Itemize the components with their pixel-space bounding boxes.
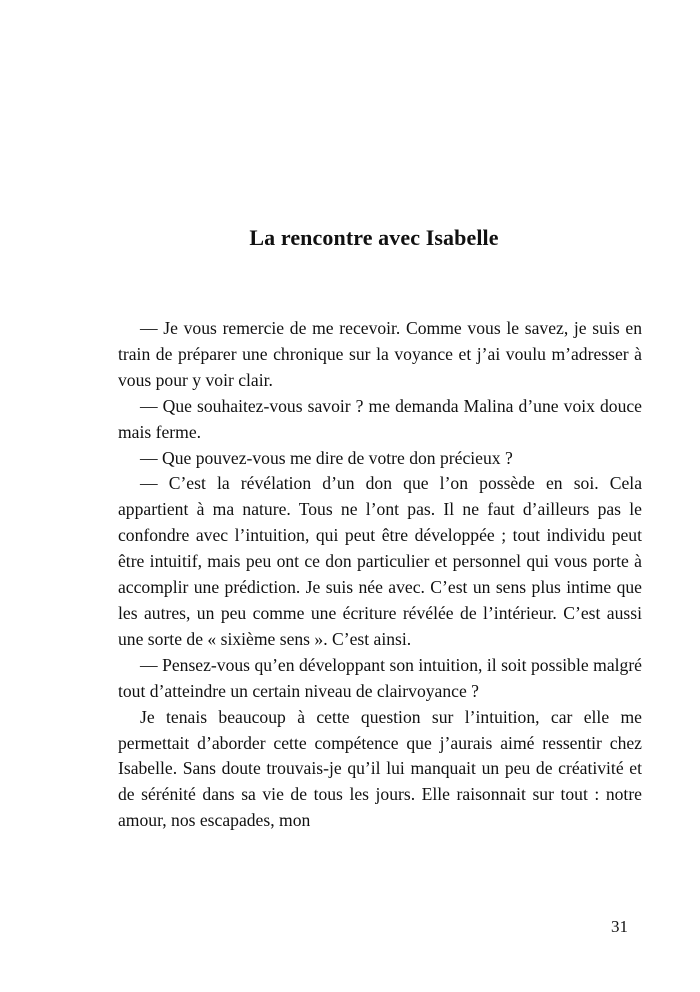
paragraph-4: — C’est la révélation d’un don que l’on possède en soi. Cela appartient à ma nature. Tous ne l’ont pas. Il ne faut d’ailleurs pas le confondre avec l’intuition, qui peut être développée ; tout individu peut être intuitif, mais peu ont ce don particulier et personnel qui vous porte à accomplir une prédiction. Je suis née avec. C’est un sens plus intime que les autres, un peu comme une écriture révélée de l’intérieur. C’est aussi une sorte de « sixième sens ». C’est ainsi. [118, 473, 642, 649]
page-number: 31 [611, 917, 628, 936]
paragraph-1: — Je vous remercie de me recevoir. Comme vous le savez, je suis en train de préparer une chronique sur la voyance et j’ai voulu m’adresser à vous pour y voir clair. [118, 318, 642, 390]
paragraph-5: — Pensez-vous qu’en développant son intuition, il soit possible malgré tout d’atteindre un certain niveau de clairvoyance ? [118, 654, 642, 701]
paragraph-6: Je tenais beaucoup à cette question sur l’intuition, car elle me permettait d’aborder cette compétence que j’aurais aimé ressentir chez Isabelle. Sans doute trouvais-je qu’il lui manquait un peu de créativité et de sérénité dans sa vie de tous les jours. Elle raisonnait sur tout : notre amour, nos escapades, mon [118, 706, 642, 831]
paragraph-3: — Que pouvez-vous me dire de votre don précieux ? [140, 447, 513, 468]
body-text [118, 316, 642, 834]
paragraph-2: — Que souhaitez-vous savoir ? me demanda Malina d’une voix douce mais ferme. [118, 395, 642, 442]
chapter-title: La rencontre avec Isabelle [249, 224, 499, 250]
